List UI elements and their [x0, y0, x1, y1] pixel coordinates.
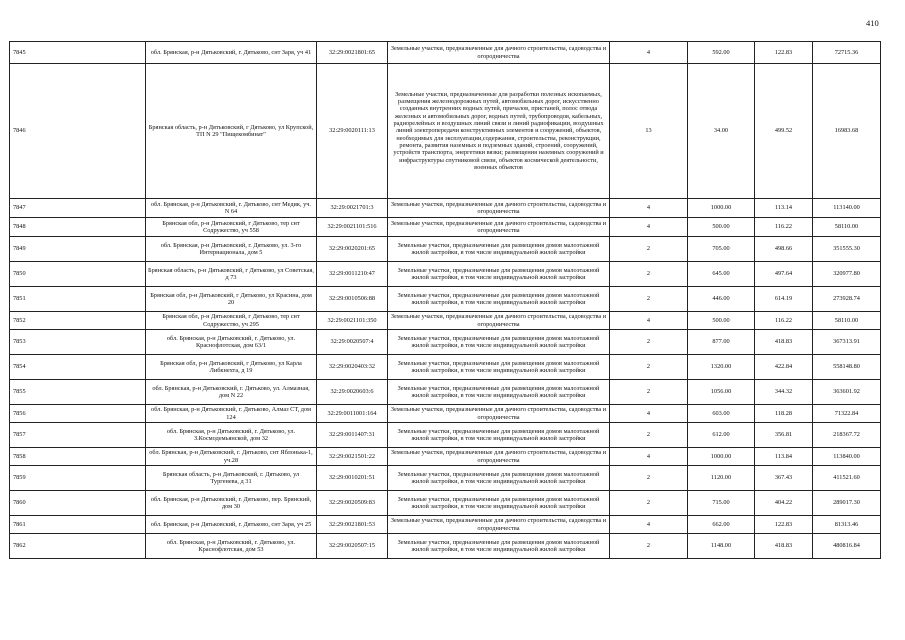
cadastral-number-cell: 32:29:0020111:13 [317, 64, 388, 199]
area-cell: 715.00 [688, 491, 755, 516]
address-cell: обл. Брянская, р-н Дятьковский, г. Дятьково, ул. Алмазная, дом N 22 [146, 380, 317, 405]
rate-cell: 118.28 [755, 405, 813, 423]
row-number-cell: 7849 [10, 237, 146, 262]
table-row [10, 516, 881, 534]
area-cell: 34.00 [688, 64, 755, 199]
group-cell: 2 [610, 423, 688, 448]
row-number-cell: 7847 [10, 199, 146, 218]
cadastral-value-cell: 58110.00 [813, 218, 881, 237]
table-row [10, 448, 881, 466]
table-row [10, 199, 881, 218]
cadastral-number-cell: 32:29:0021101:350 [317, 312, 388, 330]
table-row [10, 423, 881, 448]
area-cell: 662.00 [688, 516, 755, 534]
cadastral-number-cell: 32:29:0020403:32 [317, 355, 388, 380]
table-row [10, 405, 881, 423]
cadastral-value-cell: 218367.72 [813, 423, 881, 448]
table-row [10, 380, 881, 405]
row-number-cell: 7856 [10, 405, 146, 423]
group-cell: 2 [610, 380, 688, 405]
land-use-cell: Земельные участки, предназначенные для размещения домов малоэтажной жилой застройки, в том числе индивидуальной жилой застройки [388, 466, 610, 491]
group-cell: 2 [610, 287, 688, 312]
group-cell: 13 [610, 64, 688, 199]
area-cell: 1120.00 [688, 466, 755, 491]
address-cell: обл. Брянская, р-н Дятьковский, г. Дятьково, ул. Краснофлотская, дом 63/1 [146, 330, 317, 355]
group-cell: 4 [610, 218, 688, 237]
address-cell: обл. Брянская, р-н Дятьковский, г. Дятьково, Алмаз СТ, дом 124 [146, 405, 317, 423]
area-cell: 592.00 [688, 42, 755, 64]
rate-cell: 498.66 [755, 237, 813, 262]
table-row [10, 262, 881, 287]
row-number-cell: 7846 [10, 64, 146, 199]
group-cell: 2 [610, 237, 688, 262]
cadastral-number-cell: 32:29:0020603:6 [317, 380, 388, 405]
table-row [10, 312, 881, 330]
row-number-cell: 7854 [10, 355, 146, 380]
rate-cell: 422.84 [755, 355, 813, 380]
area-cell: 446.00 [688, 287, 755, 312]
page-number: 410 [866, 18, 879, 28]
row-number-cell: 7851 [10, 287, 146, 312]
row-number-cell: 7845 [10, 42, 146, 64]
cadastral-value-cell: 411521.60 [813, 466, 881, 491]
cadastral-value-cell: 289017.30 [813, 491, 881, 516]
land-use-cell: Земельные участки, предназначенные для дачного строительства, садоводства и огородничества [388, 218, 610, 237]
rate-cell: 122.83 [755, 516, 813, 534]
land-use-cell: Земельные участки, предназначенные для размещения домов малоэтажной жилой застройки, в том числе индивидуальной жилой застройки [388, 355, 610, 380]
area-cell: 612.00 [688, 423, 755, 448]
area-cell: 645.00 [688, 262, 755, 287]
rate-cell: 344.32 [755, 380, 813, 405]
group-cell: 4 [610, 448, 688, 466]
cadastral-value-table [9, 41, 881, 559]
land-use-cell: Земельные участки, предназначенные для размещения домов малоэтажной жилой застройки, в том числе индивидуальной жилой застройки [388, 423, 610, 448]
rate-cell: 418.83 [755, 330, 813, 355]
land-use-cell: Земельные участки, предназначенные для размещения домов малоэтажной жилой застройки, в том числе индивидуальной жилой застройки [388, 262, 610, 287]
table-row [10, 42, 881, 64]
cadastral-value-cell: 81313.46 [813, 516, 881, 534]
cadastral-value-cell: 71322.84 [813, 405, 881, 423]
address-cell: Брянская обл, р-н Дятьковский, г Дятьково, ул Красина, дом 20 [146, 287, 317, 312]
group-cell: 2 [610, 534, 688, 559]
group-cell: 2 [610, 491, 688, 516]
table-row [10, 534, 881, 559]
group-cell: 2 [610, 355, 688, 380]
table-row [10, 287, 881, 312]
address-cell: Брянская обл, р-н Дятьковский, г Дятьково, ул Карла Либкнехта, д 19 [146, 355, 317, 380]
area-cell: 877.00 [688, 330, 755, 355]
group-cell: 4 [610, 199, 688, 218]
cadastral-value-cell: 113140.00 [813, 199, 881, 218]
rate-cell: 614.19 [755, 287, 813, 312]
rate-cell: 116.22 [755, 218, 813, 237]
address-cell: обл. Брянская, р-н Дятьковский, г. Дятьково, пер. Брянский, дом 30 [146, 491, 317, 516]
cadastral-value-cell: 320977.80 [813, 262, 881, 287]
address-cell: обл. Брянская, р-н Дятьковский, г. Дятьково, снт Яблонька-1, уч.28 [146, 448, 317, 466]
row-number-cell: 7862 [10, 534, 146, 559]
table-body [10, 42, 881, 559]
land-use-cell: Земельные участки, предназначенные для дачного строительства, садоводства и огородничества [388, 405, 610, 423]
cadastral-number-cell: 32:29:0021701:3 [317, 199, 388, 218]
table-row [10, 218, 881, 237]
address-cell: обл. Брянская, р-н Дятьковский, г. Дятьково, снт Медик, уч. N 64 [146, 199, 317, 218]
cadastral-number-cell: 32:29:0011001:164 [317, 405, 388, 423]
area-cell: 500.00 [688, 218, 755, 237]
group-cell: 4 [610, 312, 688, 330]
rate-cell: 113.84 [755, 448, 813, 466]
cadastral-value-cell: 480816.84 [813, 534, 881, 559]
address-cell: Брянская обл, р-н Дятьковский, г Дятьково, тер снт Содружество, уч 558 [146, 218, 317, 237]
group-cell: 4 [610, 42, 688, 64]
row-number-cell: 7848 [10, 218, 146, 237]
area-cell: 1056.00 [688, 380, 755, 405]
address-cell: Брянская область, р-н Дятьковский, г Дятьково, ул Крупской, ТП N 29 "Пищекомбинат" [146, 64, 317, 199]
land-use-cell: Земельные участки, предназначенные для размещения домов малоэтажной жилой застройки, в том числе индивидуальной жилой застройки [388, 380, 610, 405]
address-cell: обл. Брянская, р-н Дятьковский, г. Дятьково, ул. 3-го Интернационала, дом 5 [146, 237, 317, 262]
address-cell: обл. Брянская, р-н Дятьковский, г. Дятьково, ул. З.Космодемьянской, дом 32 [146, 423, 317, 448]
land-use-cell: Земельные участки, предназначенные для дачного строительства, садоводства и огородничества [388, 199, 610, 218]
area-cell: 1148.00 [688, 534, 755, 559]
rate-cell: 122.83 [755, 42, 813, 64]
land-use-cell: Земельные участки, предназначенные для размещения домов малоэтажной жилой застройки, в том числе индивидуальной жилой застройки [388, 287, 610, 312]
cadastral-number-cell: 32:29:0010201:51 [317, 466, 388, 491]
row-number-cell: 7850 [10, 262, 146, 287]
rate-cell: 497.64 [755, 262, 813, 287]
table-row [10, 355, 881, 380]
area-cell: 500.00 [688, 312, 755, 330]
row-number-cell: 7859 [10, 466, 146, 491]
cadastral-number-cell: 32:29:0020509:83 [317, 491, 388, 516]
area-cell: 1000.00 [688, 448, 755, 466]
land-use-cell: Земельные участки, предназначенные для размещения домов малоэтажной жилой застройки, в том числе индивидуальной жилой застройки [388, 534, 610, 559]
cadastral-number-cell: 32:29:0021801:65 [317, 42, 388, 64]
land-use-cell: Земельные участки, предназначенные для дачного строительства, садоводства и огородничества [388, 448, 610, 466]
land-use-cell: Земельные участки, предназначенные для разработки полезных ископаемых, размещения железнодорожных путей, автомобильных дорог, искусственно созданных внутренних водных путей, причалов, пристаней, полос отвода железных и автомобильных дорог, водных путей, трубопроводов, кабельных, радиорелейных и воздушных линий связи и линий радиофикации, воздушных линий электропередачи конструктивных элементов и сооружений, объектов, необходимых для эксплуатации,содержания, строительства, реконструкции, ремонта, развития наземных и подземных зданий, строений, сооружений, устройств транспорта, энергетики вязки; размещения наземных сооружений и инфраструктуры спутниковой связи, объектов космической деятельности, военных объектов [388, 64, 610, 199]
rate-cell: 418.83 [755, 534, 813, 559]
rate-cell: 116.22 [755, 312, 813, 330]
cadastral-number-cell: 32:29:0021801:53 [317, 516, 388, 534]
table-row [10, 466, 881, 491]
row-number-cell: 7857 [10, 423, 146, 448]
address-cell: Брянская область, р-н Дятьковский, г Дятьково, ул Советская, д 73 [146, 262, 317, 287]
cadastral-value-cell: 363601.92 [813, 380, 881, 405]
area-cell: 705.00 [688, 237, 755, 262]
table-row [10, 330, 881, 355]
area-cell: 603.00 [688, 405, 755, 423]
land-use-cell: Земельные участки, предназначенные для дачного строительства, садоводства и огородничества [388, 42, 610, 64]
group-cell: 2 [610, 466, 688, 491]
rate-cell: 367.43 [755, 466, 813, 491]
land-use-cell: Земельные участки, предназначенные для дачного строительства, садоводства и огородничества [388, 312, 610, 330]
cadastral-value-cell: 367313.91 [813, 330, 881, 355]
rate-cell: 499.52 [755, 64, 813, 199]
cadastral-number-cell: 32:29:0020507:15 [317, 534, 388, 559]
cadastral-value-cell: 16983.68 [813, 64, 881, 199]
group-cell: 2 [610, 330, 688, 355]
cadastral-value-cell: 58110.00 [813, 312, 881, 330]
cadastral-number-cell: 32:29:0020507:4 [317, 330, 388, 355]
cadastral-value-cell: 558148.80 [813, 355, 881, 380]
row-number-cell: 7860 [10, 491, 146, 516]
land-use-cell: Земельные участки, предназначенные для дачного строительства, садоводства и огородничества [388, 516, 610, 534]
land-use-cell: Земельные участки, предназначенные для размещения домов малоэтажной жилой застройки, в том числе индивидуальной жилой застройки [388, 237, 610, 262]
cadastral-value-cell: 72715.36 [813, 42, 881, 64]
cadastral-value-cell: 273928.74 [813, 287, 881, 312]
rate-cell: 356.81 [755, 423, 813, 448]
address-cell: Брянская область, р-н Дятьковский, г. Дятьково, ул Тургенева, д 31 [146, 466, 317, 491]
table-row [10, 491, 881, 516]
address-cell: обл. Брянская, р-н Дятьковский, г. Дятьково, снт Заря, уч 25 [146, 516, 317, 534]
rate-cell: 113.14 [755, 199, 813, 218]
address-cell: обл. Брянская, р-н Дятьковский, г. Дятьково, снт Заря, уч 41 [146, 42, 317, 64]
cadastral-number-cell: 32:29:0021101:516 [317, 218, 388, 237]
area-cell: 1000.00 [688, 199, 755, 218]
rate-cell: 404.22 [755, 491, 813, 516]
area-cell: 1320.00 [688, 355, 755, 380]
cadastral-number-cell: 32:29:0021501:22 [317, 448, 388, 466]
cadastral-number-cell: 32:29:0010506:88 [317, 287, 388, 312]
cadastral-number-cell: 32:29:0011210:47 [317, 262, 388, 287]
row-number-cell: 7855 [10, 380, 146, 405]
group-cell: 4 [610, 516, 688, 534]
cadastral-value-cell: 351555.30 [813, 237, 881, 262]
row-number-cell: 7861 [10, 516, 146, 534]
row-number-cell: 7858 [10, 448, 146, 466]
row-number-cell: 7853 [10, 330, 146, 355]
address-cell: Брянская обл, р-н Дятьковский, г Дятьково, тер снт Содружество, уч 295 [146, 312, 317, 330]
cadastral-value-cell: 113840.00 [813, 448, 881, 466]
table-row [10, 64, 881, 199]
group-cell: 2 [610, 262, 688, 287]
row-number-cell: 7852 [10, 312, 146, 330]
land-use-cell: Земельные участки, предназначенные для размещения домов малоэтажной жилой застройки, в том числе индивидуальной жилой застройки [388, 330, 610, 355]
cadastral-number-cell: 32:29:0011407:31 [317, 423, 388, 448]
table-row [10, 237, 881, 262]
address-cell: обл. Брянская, р-н Дятьковский, г. Дятьково, ул. Краснофлотская, дом 53 [146, 534, 317, 559]
cadastral-number-cell: 32:29:0020201:65 [317, 237, 388, 262]
land-use-cell: Земельные участки, предназначенные для размещения домов малоэтажной жилой застройки, в том числе индивидуальной жилой застройки [388, 491, 610, 516]
group-cell: 4 [610, 405, 688, 423]
